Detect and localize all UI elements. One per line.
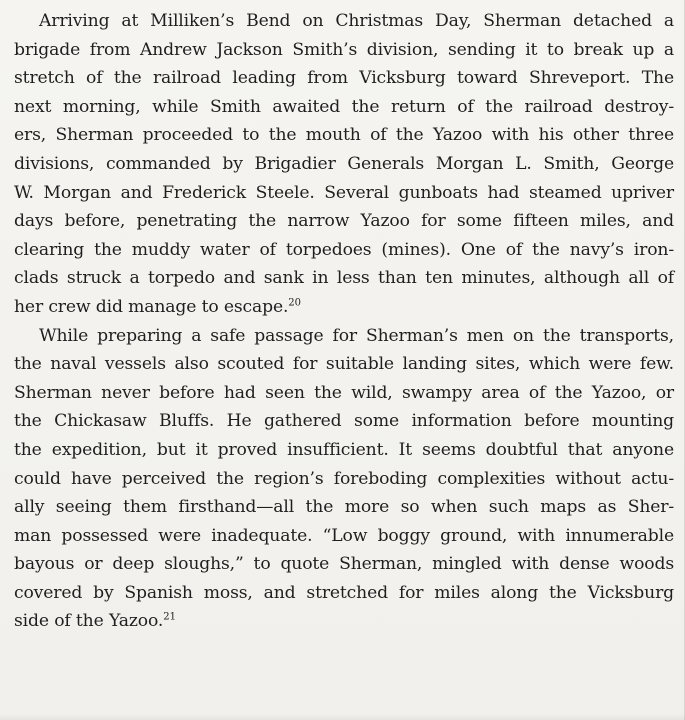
text-line: divisions, commanded by Brigadier Generals Morgan L. Smith, George xyxy=(14,153,674,174)
text-line: brigade from Andrew Jackson Smith’s division, sending it to break up a xyxy=(14,39,674,60)
text-line: Arriving at Milliken’s Bend on Christmas Day, Sherman detached a xyxy=(39,11,674,31)
text-line: the Chickasaw Bluffs. He gathered some information before mounting xyxy=(14,411,674,432)
text-line: could have perceived the region’s foreboding complexities without actu- xyxy=(14,468,674,489)
paragraph-1 xyxy=(14,7,674,322)
text-line: clads struck a torpedo and sank in less than ten minutes, although all of xyxy=(14,268,674,289)
body-text xyxy=(14,7,674,636)
paragraph-2 xyxy=(14,322,674,637)
footnote-marker: 20 xyxy=(288,297,302,309)
text-line: ally seeing them firsthand—all the more so when such maps as Sher- xyxy=(14,497,674,518)
text-line: the naval vessels also scouted for suitable landing sites, which were few. xyxy=(14,354,674,375)
text-line xyxy=(14,607,674,636)
text-line: bayous or deep sloughs,” to quote Sherman, mingled with dense woods xyxy=(14,554,674,575)
text-line: days before, penetrating the narrow Yazoo for some fifteen miles, and xyxy=(14,211,674,232)
text-line: While preparing a safe passage for Sherman’s men on the transports, xyxy=(39,325,674,346)
text-line-content: her crew did manage to escape. xyxy=(14,296,289,317)
text-line: stretch of the railroad leading from Vicksburg toward Shreveport. The xyxy=(14,68,674,89)
text-line-content: side of the Yazoo. xyxy=(14,611,164,632)
text-line: ers, Sherman proceeded to the mouth of the Yazoo with his other three xyxy=(14,125,674,146)
text-line: covered by Spanish moss, and stretched for miles along the Vicksburg xyxy=(14,582,674,603)
page-edge-shadow xyxy=(0,714,685,720)
text-line: Sherman never before had seen the wild, swampy area of the Yazoo, or xyxy=(14,382,674,403)
text-line: W. Morgan and Frederick Steele. Several gunboats had steamed upriver xyxy=(14,182,674,203)
text-line: next morning, while Smith awaited the return of the railroad destroy- xyxy=(14,96,674,117)
footnote-marker: 21 xyxy=(163,611,176,623)
text-line xyxy=(14,293,674,322)
text-line: clearing the muddy water of torpedoes (mines). One of the navy’s iron- xyxy=(14,239,674,260)
text-line: the expedition, but it proved insufficient. It seems doubtful that anyone xyxy=(14,439,674,460)
text-line: man possessed were inadequate. “Low boggy ground, with innumerable xyxy=(14,525,674,546)
